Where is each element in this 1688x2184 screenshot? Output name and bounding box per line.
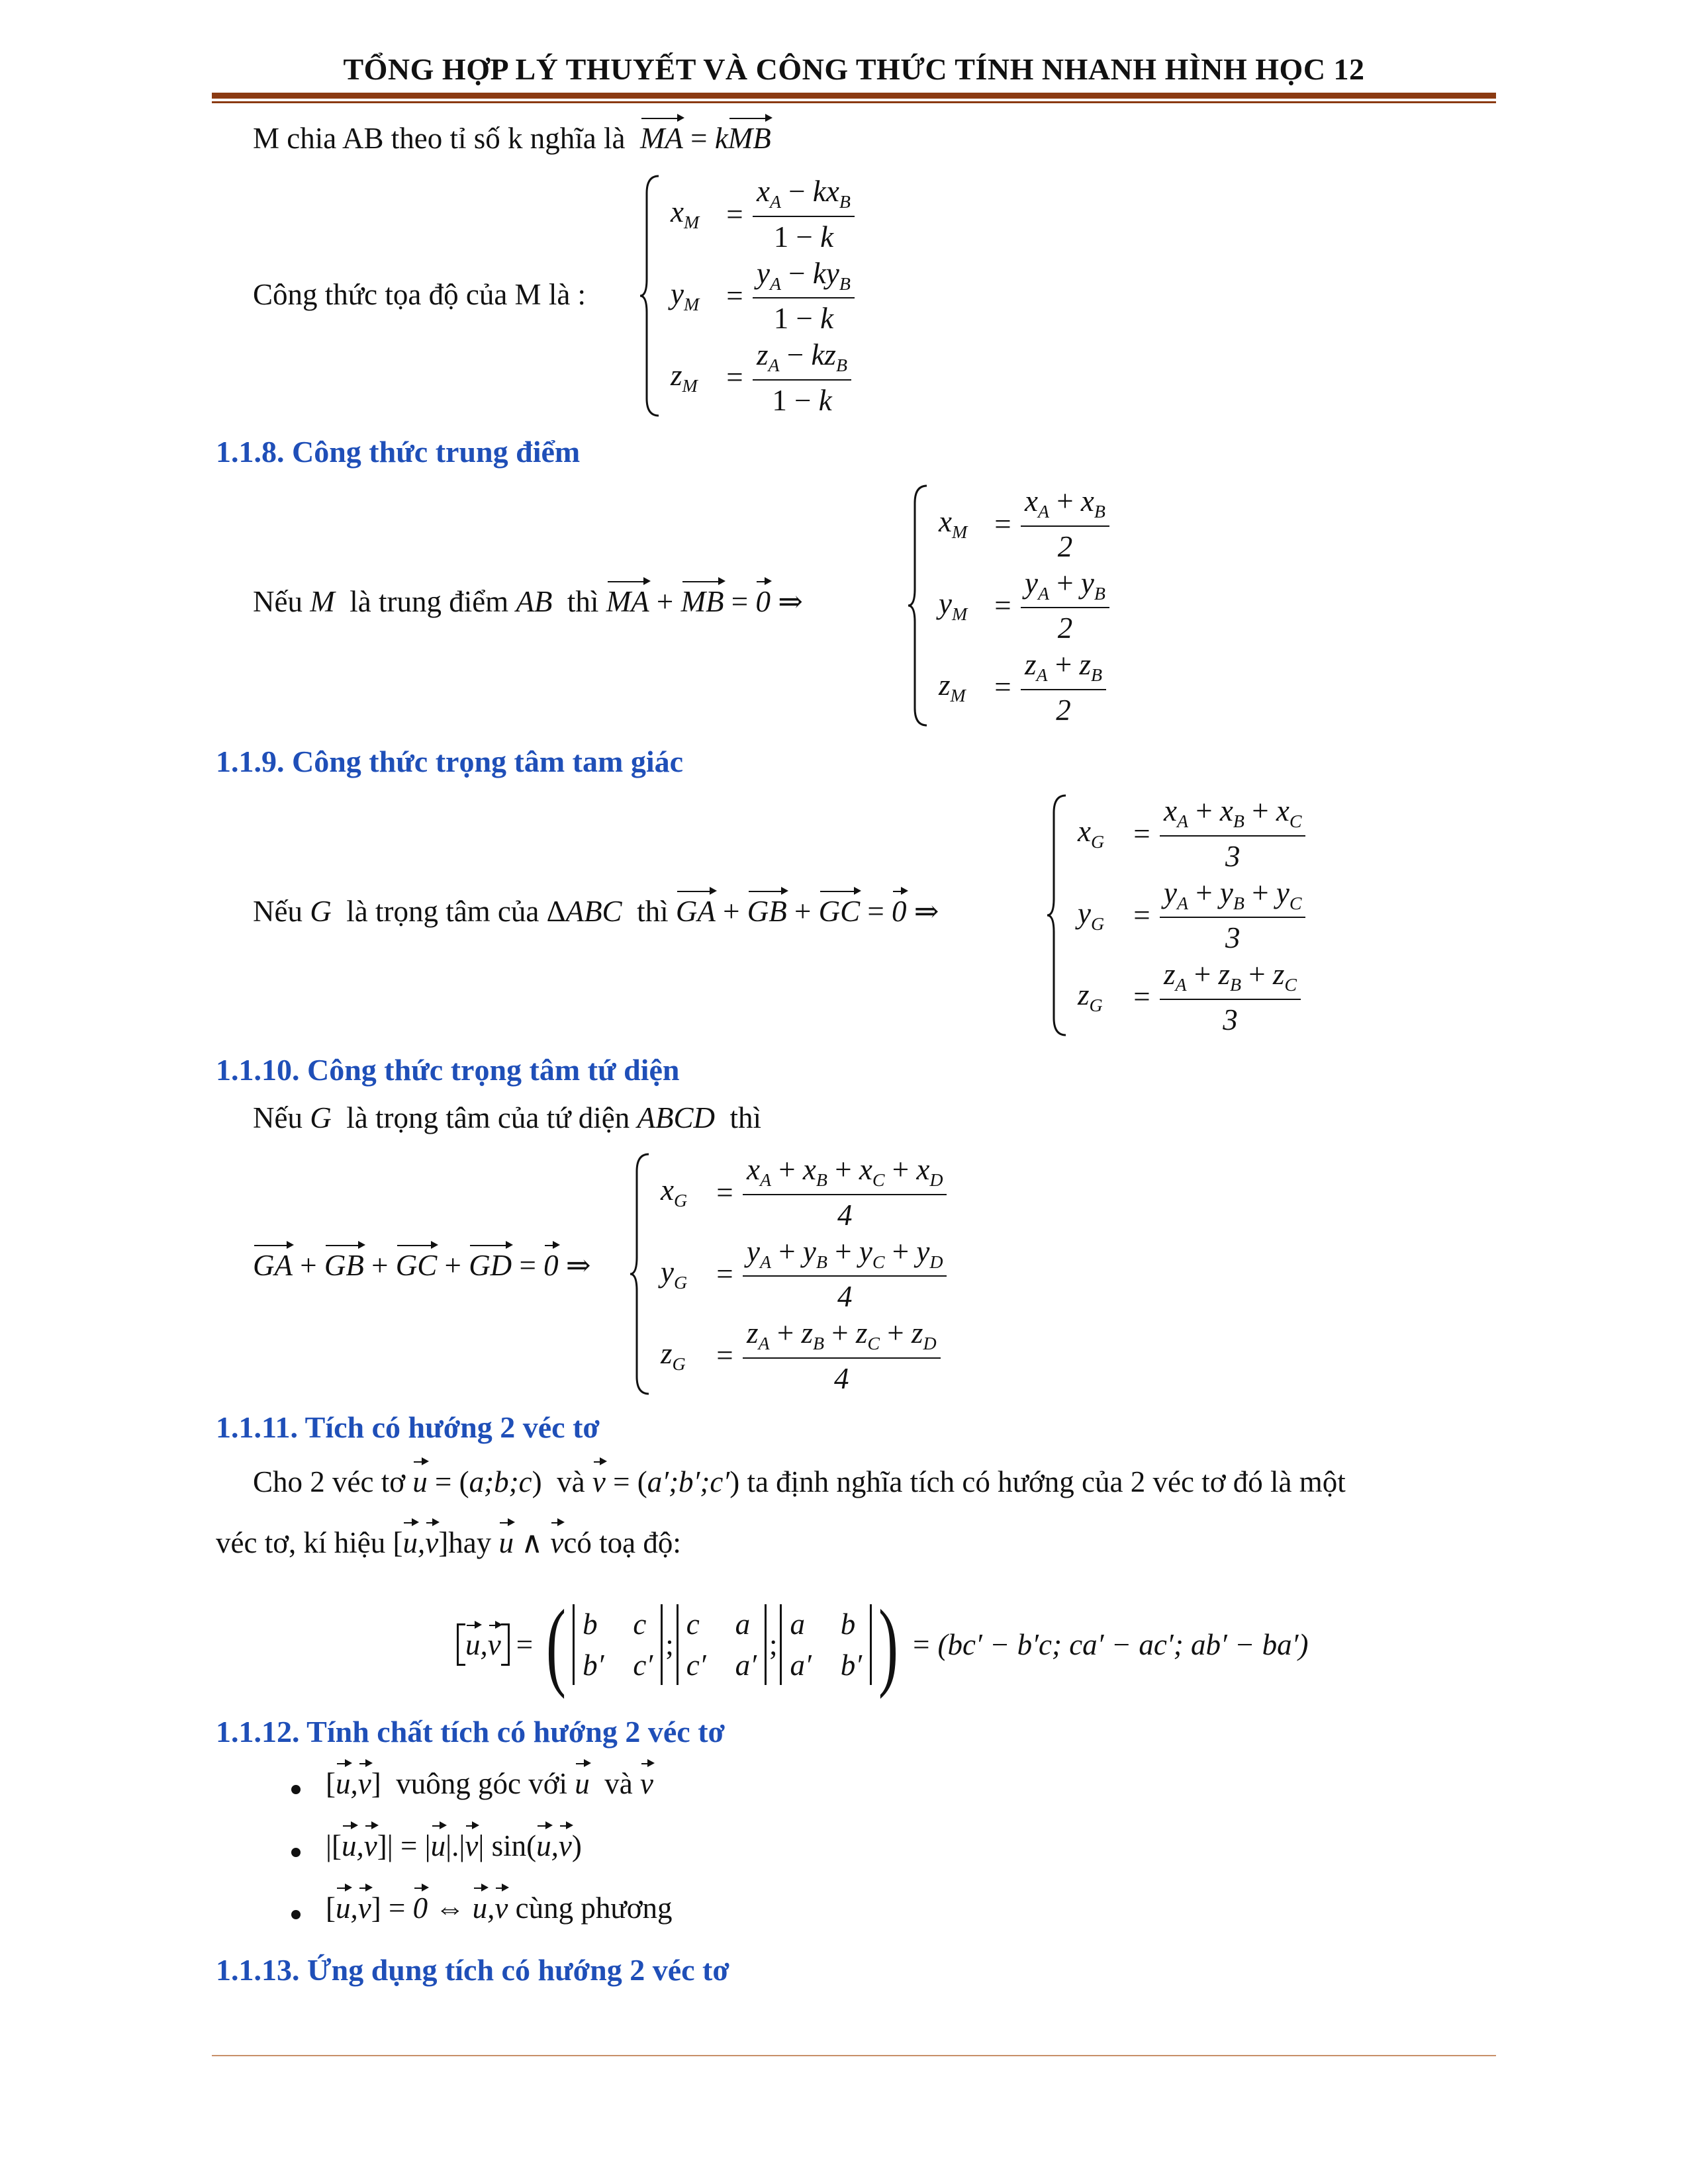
tetra-x-row: $x_G$ = $\frac{x_A + x_B + x_C + x_D}{4}$: [661, 1154, 947, 1231]
midpoint-x-row: $x_M$ = $\frac{x_A + x_B}{2}$: [939, 486, 1109, 563]
left-brace: [639, 173, 661, 418]
cross-product-symbol: u , v: [457, 1623, 510, 1666]
bullet-dot: [291, 1848, 301, 1857]
page-header-title: TỔNG HỢP LÝ THUYẾT VÀ CÔNG THỨC TÍNH NHANH HÌNH HỌC 12: [343, 52, 1365, 86]
bullet-dot: [291, 1785, 301, 1794]
property-magnitude: |[u,v]| = |u|.|v| sin(u,v): [326, 1829, 582, 1862]
midpoint-z-row: $z_M$ = $\frac{z_A + z_B}{2}$: [939, 649, 1109, 725]
property-collinear: [u,v] = 0 ⇔ u,v cùng phương: [326, 1891, 673, 1925]
heading-tetrahedron-centroid: 1.1.10. Công thức trọng tâm tứ diện: [216, 1053, 680, 1087]
cross-product-definition-line2: véc tơ, kí hiệu [u,v]hay u ∧ vcó toạ độ:: [216, 1526, 681, 1559]
left-brace: [1046, 793, 1068, 1038]
heading-midpoint: 1.1.8. Công thức trung điểm: [216, 435, 581, 469]
left-brace: [907, 483, 929, 728]
heading-cross-product-applications: 1.1.13. Ứng dụng tích có hướng 2 véc tơ: [216, 1953, 729, 1987]
tetrahedron-vector-equation: GA + GB + GC + GD = 0 ⇒: [253, 1249, 591, 1282]
heading-triangle-centroid: 1.1.9. Công thức trọng tâm tam giác: [216, 745, 684, 778]
tetrahedron-centroid-system: [629, 1152, 947, 1396]
tetra-z-row: $z_G$ = $\frac{z_A + z_B + z_C + z_D}{4}$: [661, 1317, 947, 1394]
ratio-z-row: $z_M$ = $\frac{z_A - kz_B}{1 - k}$: [671, 339, 855, 416]
ratio-vector-equation: MA = kMB: [639, 122, 771, 155]
header-rule-thin: [212, 101, 1496, 103]
triangle-z-row: $z_G$ = $\frac{z_A + z_B + z_C}{3}$: [1078, 958, 1305, 1035]
cross-product-definition-line1: Cho 2 véc tơ u = (a;b;c) và v = (a′;b′;c′) ta định nghĩa tích có hướng của 2 véc tơ đó là một: [253, 1465, 1346, 1498]
ratio-definition-line: [253, 120, 771, 156]
triangle-centroid-statement: Nếu G là trọng tâm của ΔABC thì GA + GB + GC = 0 ⇒: [253, 895, 939, 928]
property-perpendicular: [u,v] vuông góc với u và v: [326, 1767, 653, 1800]
midpoint-y-row: $y_M$ = $\frac{y_A + y_B}{2}$: [939, 567, 1109, 644]
bullet-dot: [291, 1910, 301, 1919]
footer-rule: [212, 2055, 1496, 2056]
ratio-coordinates-label: Công thức tọa độ của M là :: [253, 278, 586, 311]
cross-product-formula: u , v = ( b c b′ c′ ; c a c′ a′ ; a b a′ b′ ) = (bc′ − b′c; ca′ − ac′; ab′ − ba′): [457, 1595, 1308, 1694]
midpoint-system: [907, 483, 1109, 728]
ratio-y-row: $y_M$ = $\frac{y_A - ky_B}{1 - k}$: [671, 257, 855, 334]
heading-cross-product: 1.1.11. Tích có hướng 2 véc tơ: [216, 1410, 600, 1444]
triangle-y-row: $y_G$ = $\frac{y_A + y_B + y_C}{3}$: [1078, 877, 1305, 954]
ratio-coordinates-system: [639, 173, 855, 418]
heading-cross-product-properties: 1.1.12. Tính chất tích có hướng 2 véc tơ: [216, 1715, 725, 1749]
header-rule-thick: [212, 93, 1496, 99]
tetrahedron-intro: Nếu G là trọng tâm của tứ diện ABCD thì: [253, 1101, 762, 1134]
triangle-x-row: $x_G$ = $\frac{x_A + x_B + x_C}{3}$: [1078, 796, 1305, 872]
ratio-x-row: $x_M$ = $\frac{x_A - kx_B}{1 - k}$: [671, 176, 855, 253]
midpoint-statement: Nếu M là trung điểm AB thì MA + MB = 0 ⇒: [253, 585, 803, 618]
determinant-3: a b a′ b′: [780, 1604, 872, 1685]
triangle-centroid-system: [1046, 793, 1305, 1038]
ratio-definition-text: M chia AB theo tỉ số k nghĩa là: [253, 122, 626, 155]
tetra-y-row: $y_G$ = $\frac{y_A + y_B + y_C + y_D}{4}$: [661, 1236, 947, 1312]
cross-product-result: (bc′ − b′c; ca′ − ac′; ab′ − ba′): [937, 1628, 1309, 1661]
determinant-1: b c b′ c′: [573, 1604, 663, 1685]
left-brace: [629, 1152, 651, 1396]
determinant-2: c a c′ a′: [677, 1604, 767, 1685]
